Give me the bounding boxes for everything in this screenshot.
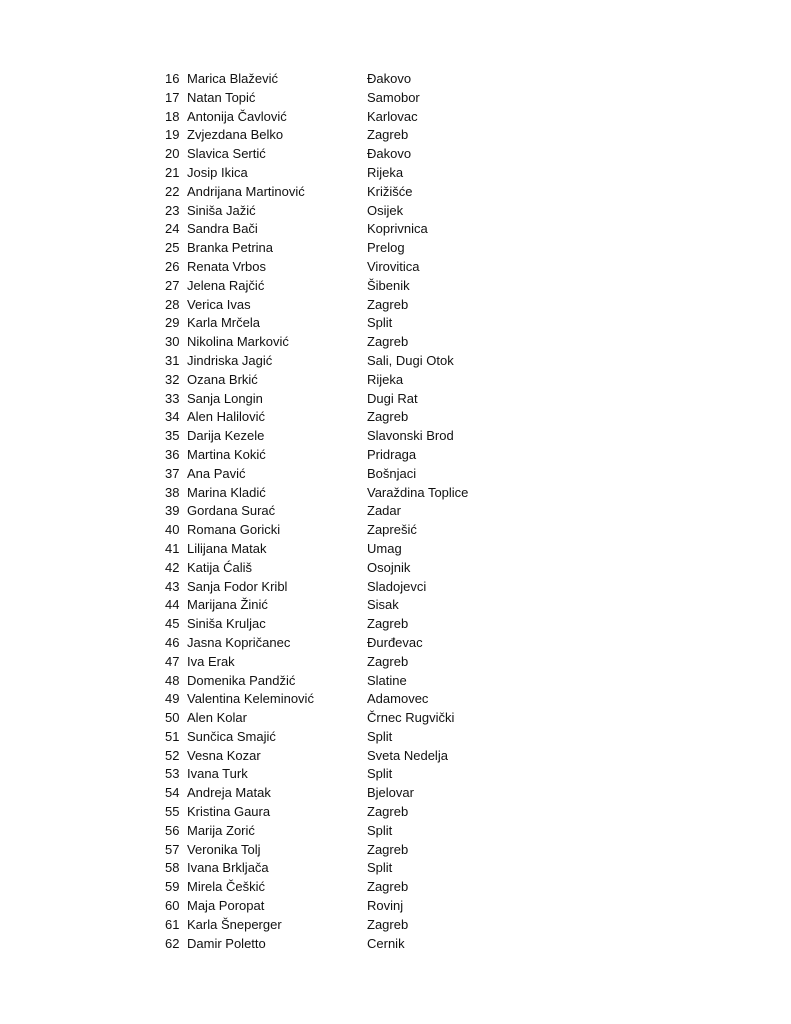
list-item [165,596,485,615]
city-name: Karlovac [367,108,418,124]
person-name: Andreja Matak [187,785,271,801]
person-name: Sandra Bači [187,221,258,237]
row-number: 47 [165,653,180,669]
list-item [165,747,485,766]
row-number: 21 [165,164,180,180]
city-name: Zagreb [367,127,409,143]
row-number: 60 [165,898,180,914]
city-name: Đakovo [367,71,412,86]
list-item [165,653,485,672]
person-name: Iva Erak [187,653,235,669]
row-number: 52 [165,747,180,763]
person-name: Valentina Keleminović [187,691,314,707]
person-name: Marija Zorić [187,822,255,838]
person-name: Lilijana Matak [187,540,267,556]
row-number: 18 [165,108,180,124]
person-name: Gordana Surać [187,503,276,519]
list-item [165,615,485,634]
list-item [165,465,485,484]
row-number: 46 [165,634,180,650]
person-name: Ivana Turk [187,766,248,782]
city-name: Rijeka [367,164,404,180]
row-number: 54 [165,785,180,801]
city-name: Šibenik [367,277,410,293]
list-item [165,484,485,503]
city-name: Rovinj [367,898,404,914]
row-number: 34 [165,409,180,425]
list-item [165,784,485,803]
person-name: Jasna Kopričanec [187,634,291,650]
person-name: Domenika Pandžić [187,672,296,688]
city-name: Zagreb [367,804,409,820]
city-name: Zagreb [367,296,409,312]
city-name: Sali, Dugi Otok [367,352,454,368]
list-item [165,935,485,954]
list-item [165,145,485,164]
row-number: 37 [165,465,180,481]
list-item [165,502,485,521]
row-number: 26 [165,258,180,274]
row-number: 23 [165,202,180,218]
city-name: Črnec Rugvički [367,710,455,726]
city-name: Zagreb [367,334,409,350]
list-item [165,277,485,296]
list-item [165,765,485,784]
row-number: 17 [165,89,180,105]
person-name: Ivana Brkljača [187,860,269,876]
city-name: Đakovo [367,146,412,162]
person-name: Josip Ikica [187,164,248,180]
list-item [165,897,485,916]
row-number: 57 [165,841,180,857]
list-item [165,70,485,89]
person-name: Verica Ivas [187,296,251,312]
list-item [165,352,485,371]
person-name: Kristina Gaura [187,804,271,820]
city-name: Rijeka [367,371,404,387]
person-name: Renata Vrbos [187,258,267,274]
city-name: Osijek [367,202,404,218]
city-name: Zagreb [367,653,409,669]
city-name: Zadar [367,503,401,519]
row-number: 27 [165,277,180,293]
list-item [165,728,485,747]
list-item [165,296,485,315]
list-item [165,314,485,333]
city-name: Umag [367,540,402,556]
person-name: Sanja Longin [187,390,263,406]
person-name: Romana Goricki [187,522,281,538]
city-name: Sladojevci [367,578,427,594]
city-name: Koprivnica [367,221,428,237]
list-item [165,258,485,277]
list-item [165,540,485,559]
list-item [165,202,485,221]
list-item [165,183,485,202]
list-item [165,427,485,446]
list-item [165,239,485,258]
city-name: Zagreb [367,916,409,932]
row-number: 44 [165,597,180,613]
list-item [165,333,485,352]
row-number: 39 [165,503,180,519]
person-name: Ozana Brkić [187,371,258,387]
row-number: 56 [165,822,180,838]
city-name: Split [367,315,393,331]
list-item [165,841,485,860]
city-name: Sveta Nedelja [367,747,448,763]
row-number: 42 [165,559,180,575]
city-name: Osojnik [367,559,411,575]
row-number: 25 [165,240,180,256]
city-name: Pridraga [367,446,417,462]
person-name: Maja Poropat [187,898,265,914]
person-name: Vesna Kozar [187,747,261,763]
person-name: Jelena Rajčić [187,277,265,293]
row-number: 32 [165,371,180,387]
row-number: 29 [165,315,180,331]
list-item [165,390,485,409]
person-name: Sanja Fodor Kribl [187,578,288,594]
person-name: Zvjezdana Belko [187,127,284,143]
person-name: Branka Petrina [187,240,273,256]
city-name: Split [367,822,393,838]
row-number: 20 [165,146,180,162]
list-item [165,446,485,465]
city-name: Bošnjaci [367,465,417,481]
person-name: Marica Blažević [187,71,279,86]
list-item [165,690,485,709]
row-number: 22 [165,183,180,199]
row-number: 16 [165,71,180,86]
row-number: 38 [165,484,180,500]
row-number: 61 [165,916,180,932]
person-name: Marijana Žinić [187,597,268,613]
list-item [165,822,485,841]
list-item [165,521,485,540]
row-number: 59 [165,879,180,895]
row-number: 55 [165,804,180,820]
list-item [165,578,485,597]
person-name: Martina Kokić [187,446,266,462]
row-number: 33 [165,390,180,406]
list-item [165,709,485,728]
list-item [165,559,485,578]
city-name: Križišće [367,183,413,199]
person-name: Katija Ćališ [187,559,253,575]
city-name: Prelog [367,240,405,256]
row-number: 62 [165,935,180,951]
city-name: Zagreb [367,841,409,857]
row-number: 43 [165,578,180,594]
city-name: Sisak [367,597,399,613]
city-name: Virovitica [367,258,420,274]
person-name: Marina Kladić [187,484,266,500]
row-number: 24 [165,221,180,237]
list-item [165,108,485,127]
person-name: Siniša Jažić [187,202,256,218]
list-item [165,164,485,183]
city-name: Zagreb [367,409,409,425]
person-name: Karla Mrčela [187,315,260,331]
person-name: Darija Kezele [187,428,265,444]
city-name: Đurđevac [367,634,423,650]
city-name: Bjelovar [367,785,414,801]
city-name: Zagreb [367,879,409,895]
row-number: 45 [165,616,180,632]
person-name: Slavica Sertić [187,146,266,162]
person-name: Karla Šneperger [187,916,282,932]
person-name: Nikolina Marković [187,334,289,350]
row-number: 53 [165,766,180,782]
row-number: 49 [165,691,180,707]
list-item [165,408,485,427]
city-name: Split [367,728,393,744]
row-number: 35 [165,428,180,444]
list-item [165,220,485,239]
person-name: Damir Poletto [187,935,266,951]
row-number: 30 [165,334,180,350]
row-number: 19 [165,127,180,143]
list-item [165,859,485,878]
participant-list [165,70,485,953]
list-item [165,126,485,145]
list-item [165,634,485,653]
list-item [165,878,485,897]
city-name: Split [367,860,393,876]
person-name: Jindriska Jagić [187,352,273,368]
city-name: Split [367,766,393,782]
list-item [165,371,485,390]
row-number: 51 [165,728,180,744]
person-name: Siniša Kruljac [187,616,266,632]
list-item [165,803,485,822]
row-number: 58 [165,860,180,876]
row-number: 28 [165,296,180,312]
city-name: Zaprešić [367,522,417,538]
list-item [165,89,485,108]
person-name: Antonija Čavlović [187,108,287,124]
person-name: Alen Kolar [187,710,247,726]
person-name: Natan Topić [187,89,256,105]
person-name: Andrijana Martinović [187,183,305,199]
list-item [165,672,485,691]
person-name: Ana Pavić [187,465,246,481]
person-name: Alen Halilović [187,409,266,425]
row-number: 48 [165,672,180,688]
person-name: Sunčica Smajić [187,728,276,744]
city-name: Samobor [367,89,420,105]
city-name: Varaždina Toplice [367,484,469,500]
city-name: Slavonski Brod [367,428,454,444]
city-name: Zagreb [367,616,409,632]
city-name: Adamovec [367,691,429,707]
row-number: 36 [165,446,180,462]
row-number: 50 [165,710,180,726]
person-name: Veronika Tolj [187,841,261,857]
row-number: 41 [165,540,180,556]
city-name: Dugi Rat [367,390,418,406]
person-name: Mirela Češkić [187,879,266,895]
list-item [165,916,485,935]
row-number: 40 [165,522,180,538]
city-name: Cernik [367,935,405,951]
row-number: 31 [165,352,180,368]
city-name: Slatine [367,672,407,688]
